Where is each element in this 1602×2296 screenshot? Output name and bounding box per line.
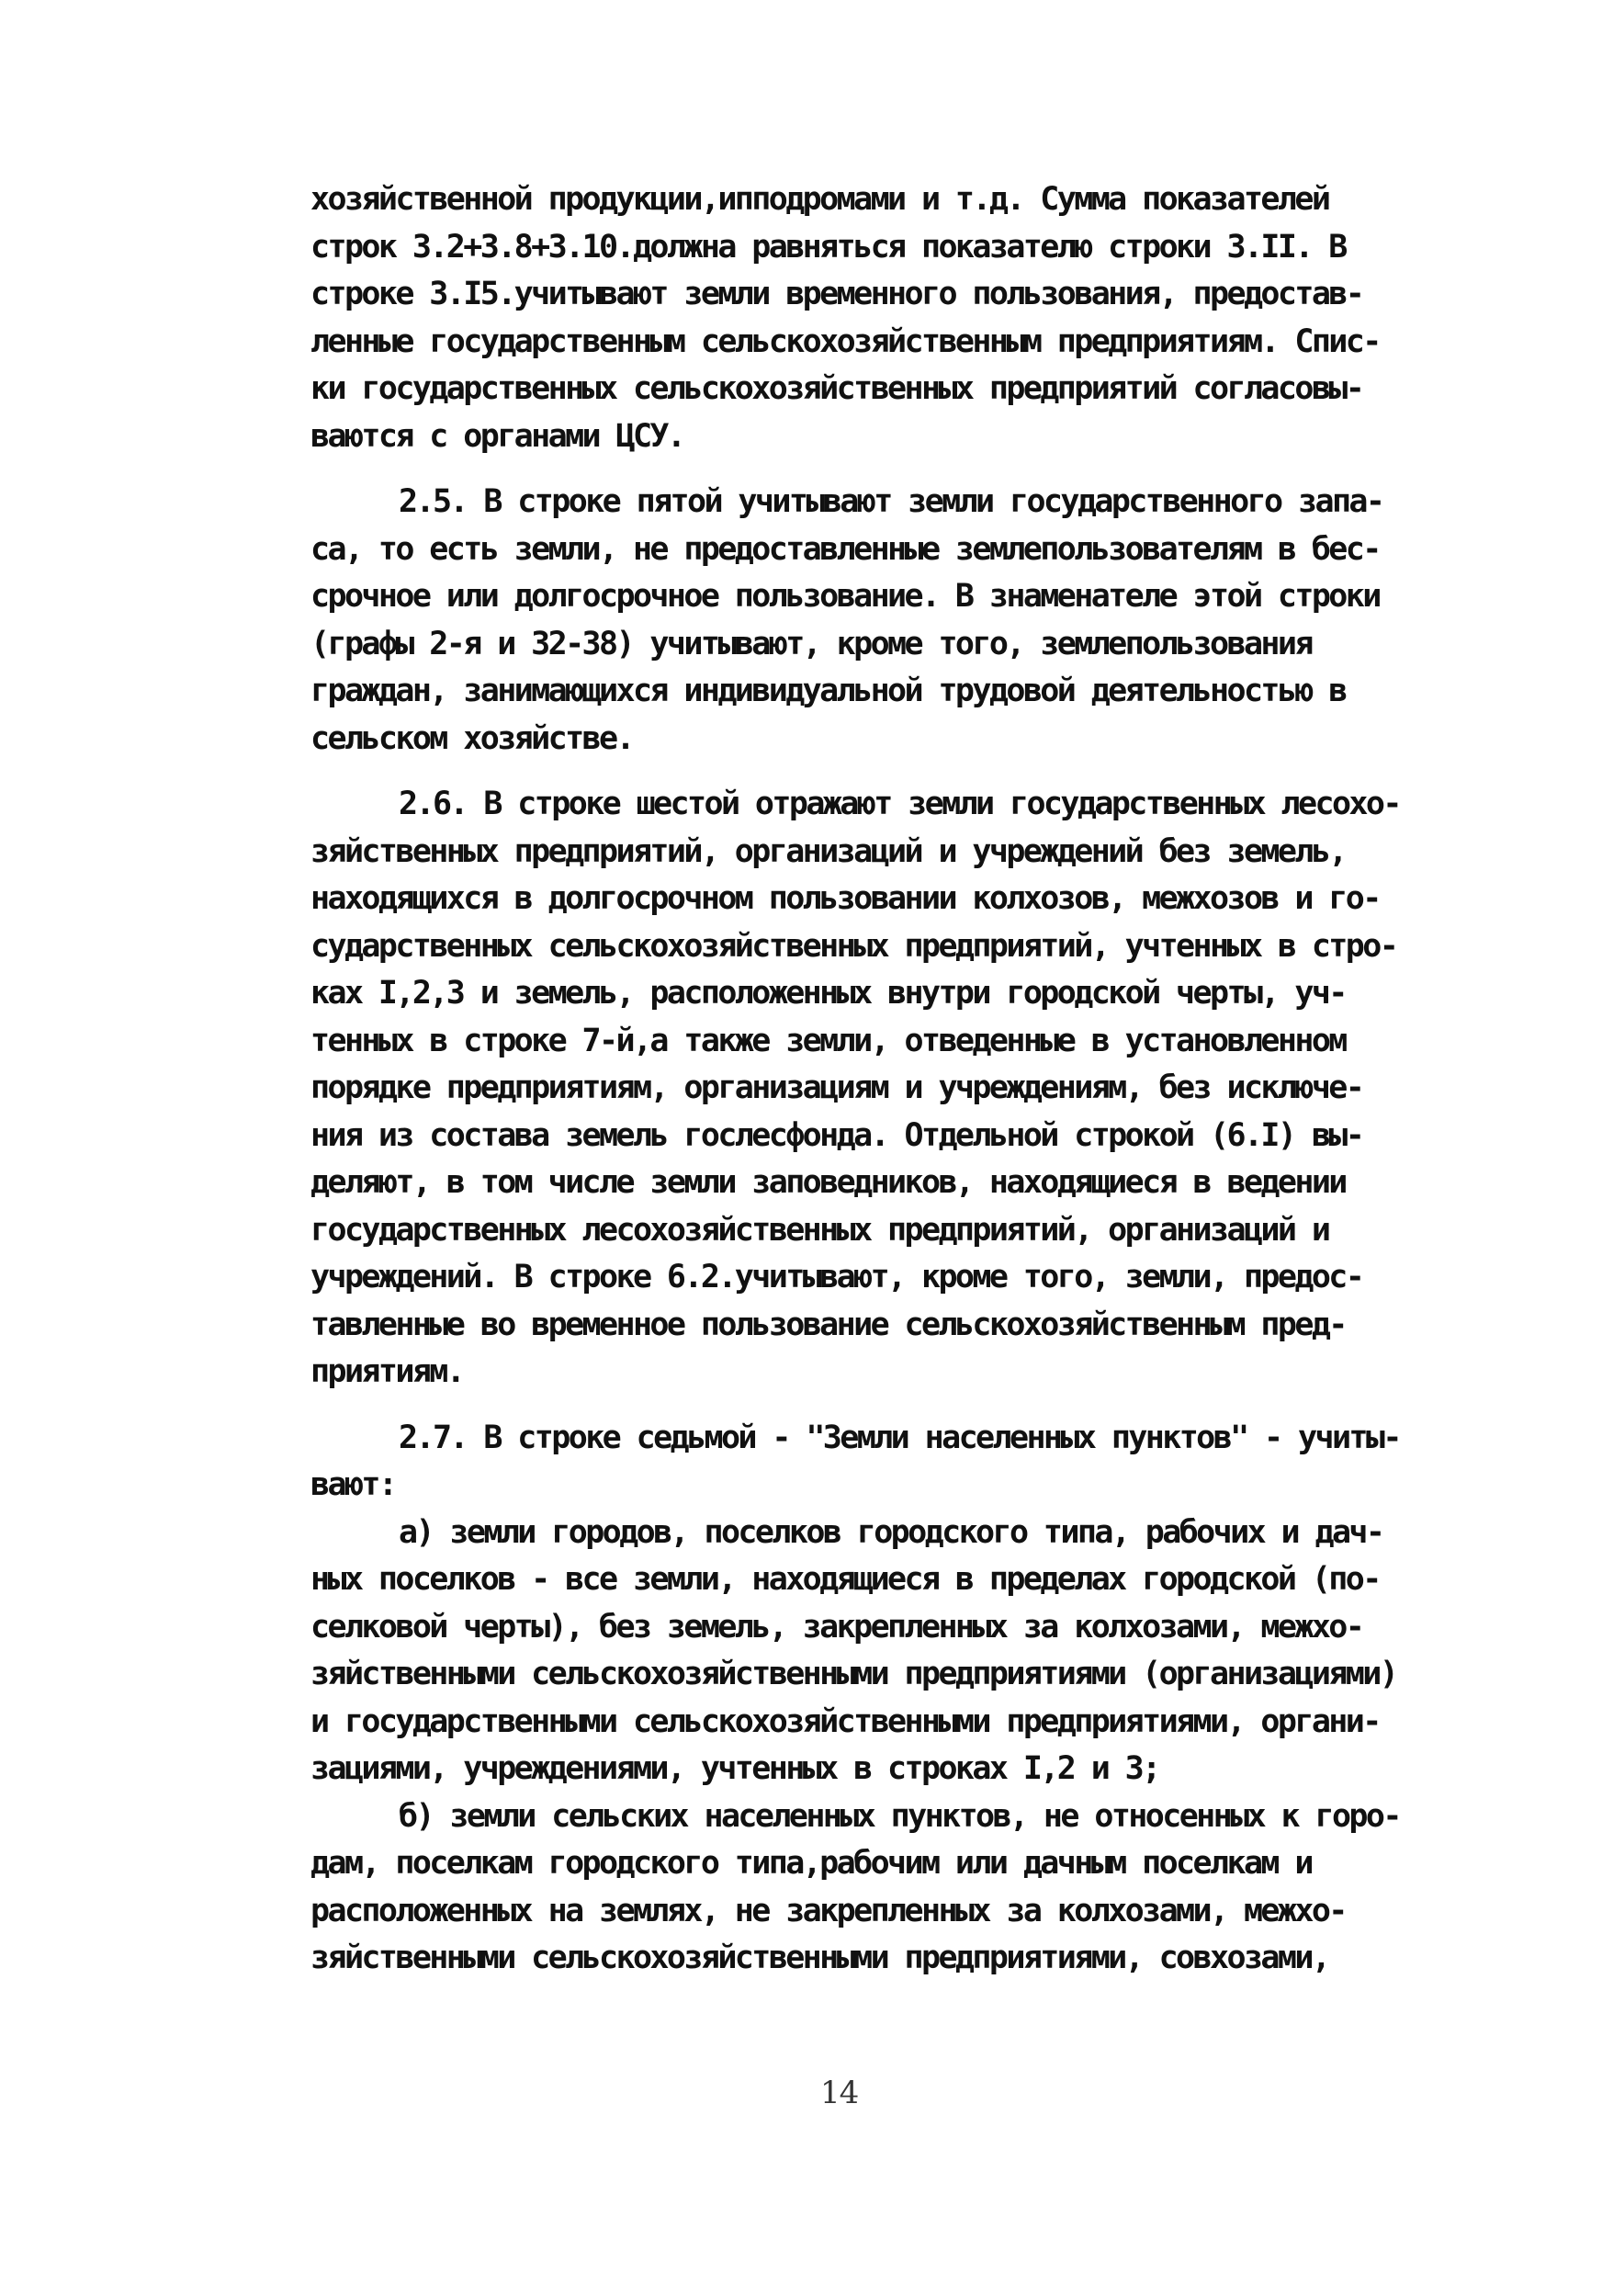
text-line: приятиям.: [310, 1353, 464, 1390]
text-line: тенных в строке 7-й,а также земли, отведенные в установленном: [310, 1022, 1346, 1059]
text-line: ках I,2,3 и земель, расположенных внутри городской черты, уч-: [310, 975, 1346, 1012]
paragraph-gap: [310, 1397, 1516, 1415]
text-line: сударственных сельскохозяйственных предприятий, учтенных в стро-: [310, 927, 1397, 965]
text-line: зяйственных предприятий, организаций и учреждений без земель,: [310, 832, 1346, 870]
page-number: 14: [820, 2075, 859, 2111]
text-line: сельском хозяйстве.: [310, 719, 633, 757]
text-line: ния из состава земель гослесфонда. Отдельной строкой (6.I) вы-: [310, 1116, 1363, 1154]
text-line: деляют, в том числе земли заповедников, находящиеся в ведении: [310, 1164, 1346, 1201]
text-line: ных поселков - все земли, находящиеся в пределах городской (по-: [310, 1561, 1380, 1598]
paragraph-p3: [310, 781, 1516, 1397]
text-line: строк 3.2+3.8+3.10.должна равняться показателю строки 3.II. В: [310, 228, 1346, 266]
text-line: граждан, занимающихся индивидуальной трудовой деятельностью в: [310, 673, 1346, 709]
text-line: ваются с органами ЦСУ.: [310, 417, 684, 455]
text-line: б) земли сельских населенных пунктов, не относенных к горо-: [399, 1797, 1400, 1835]
text-line: ки государственных сельскохозяйственных предприятий согласовы-: [310, 370, 1363, 407]
text-line: и государственными сельскохозяйственными предприятиями, органи-: [310, 1702, 1380, 1740]
text-line: государственных лесохозяйственных предприятий, организаций и: [310, 1211, 1329, 1249]
text-line: учреждений. В строке 6.2.учитывают, кроме того, земли, предос-: [310, 1259, 1363, 1295]
paragraph-p5: [310, 1510, 1516, 1793]
text-line: зяйственными сельскохозяйственными предприятиями (организациями): [310, 1656, 1397, 1692]
text-line: дам, поселкам городского типа,рабочим или дачным поселкам и: [310, 1845, 1312, 1882]
paragraph-p6: [310, 1793, 1516, 1983]
text-line: расположенных на землях, не закрепленных за колхозами, межхо-: [310, 1892, 1346, 1929]
text-line: зациями, учреждениями, учтенных в строках I,2 и 3;: [310, 1750, 1159, 1787]
text-line: хозяйственной продукции,ипподромами и т.д. Сумма показателей: [310, 181, 1329, 218]
paragraph-p1: [310, 176, 1516, 460]
body-text: [310, 176, 1516, 1983]
text-line: са, то есть земли, не предоставленные землепользователям в бес-: [310, 530, 1380, 568]
paragraph-p4: [310, 1415, 1516, 1510]
text-line: срочное или долгосрочное пользование. В знаменателе этой строки: [310, 578, 1380, 615]
text-line: а) земли городов, поселков городского типа, рабочих и дач-: [399, 1513, 1383, 1551]
text-line: 2.7. В строке седьмой - "Земли населенных пунктов" - учиты-: [399, 1419, 1400, 1456]
text-line: находящихся в долгосрочном пользовании колхозов, межхозов и го-: [310, 880, 1380, 917]
text-line: 2.5. В строке пятой учитывают земли государственного запа-: [399, 483, 1383, 520]
text-line: (графы 2-я и 32-38) учитывают, кроме того, землепользования: [310, 625, 1312, 662]
text-line: селковой черты), без земель, закрепленных за колхозами, межхо-: [310, 1608, 1363, 1646]
text-line: строке 3.I5.учитывают земли временного пользования, предостав-: [310, 276, 1363, 312]
text-line: порядке предприятиям, организациям и учреждениям, без исключе-: [310, 1069, 1363, 1106]
paragraph-gap: [310, 763, 1516, 781]
paragraph-gap: [310, 460, 1516, 479]
text-line: зяйственными сельскохозяйственными предприятиями, совхозами,: [310, 1940, 1329, 1976]
text-line: ленные государственным сельскохозяйственным предприятиям. Спис-: [310, 322, 1380, 360]
text-line: тавленные во временное пользование сельскохозяйственным пред-: [310, 1306, 1346, 1343]
text-line: 2.6. В строке шестой отражают земли государственных лесохо-: [399, 786, 1400, 822]
paragraph-p2: [310, 479, 1516, 763]
text-line: вают:: [310, 1466, 396, 1503]
